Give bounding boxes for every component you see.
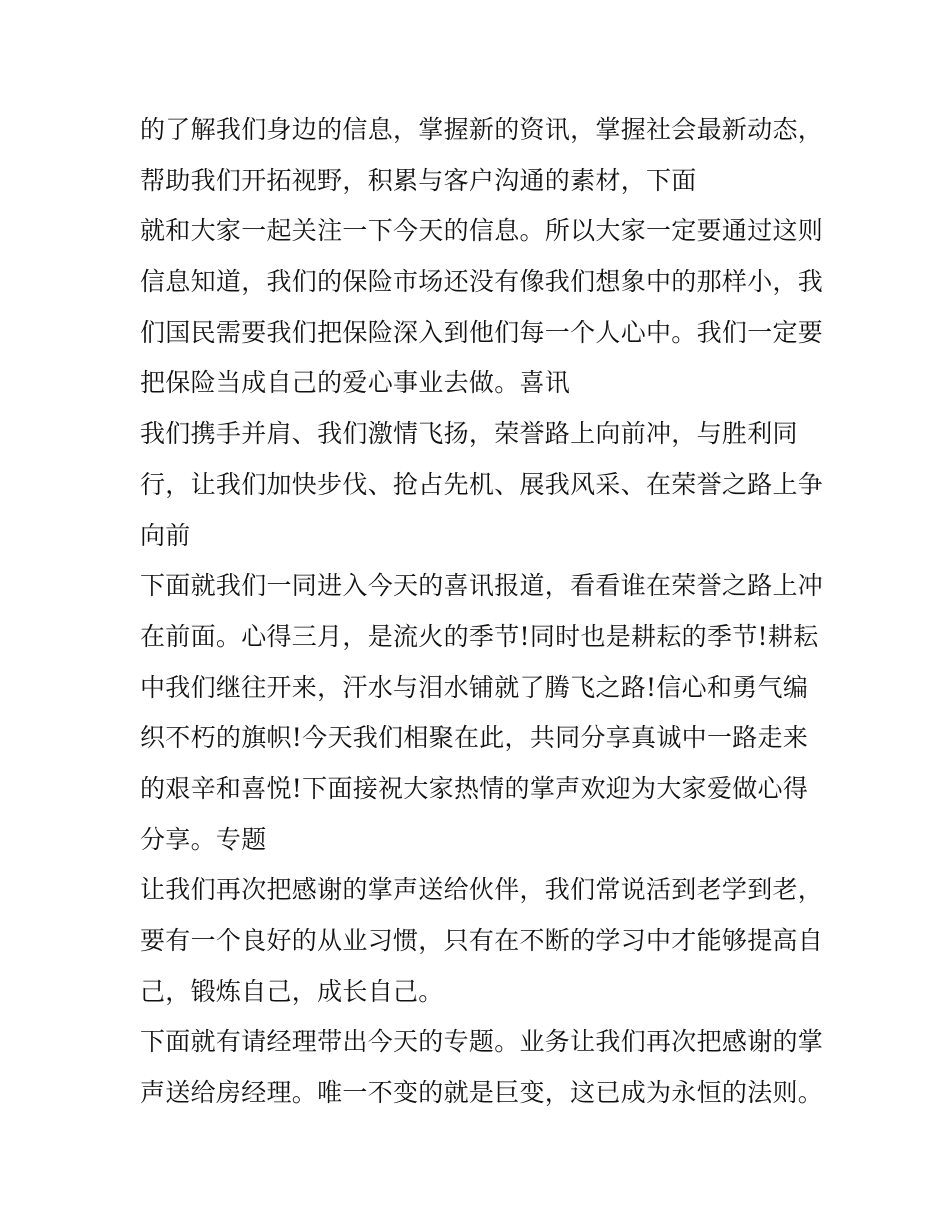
text-line: 的艰辛和喜悦!下面接祝大家热情的掌声欢迎为大家爱做心得 <box>140 773 809 803</box>
text-line: 把保险当成自己的爱心事业去做。喜讯 <box>140 368 571 398</box>
text-line: 我们携手并肩、我们激情飞扬，荣誉路上向前冲，与胜利同 <box>140 419 798 449</box>
text-line: 中我们继往开来，汗水与泪水铺就了腾飞之路!信心和勇气编 <box>140 672 809 702</box>
text-line: 向前 <box>140 520 191 550</box>
text-line: 要有一个良好的从业习惯，只有在不断的学习中才能够提高自 <box>140 926 824 955</box>
text-line: 己，锻炼自己，成长自己。 <box>140 976 444 1006</box>
text-line: 织不朽的旗帜!今天我们相聚在此，共同分享真诚中一路走来 <box>140 723 809 753</box>
text-line: 就和大家一起关注一下今天的信息。所以大家一定要通过这则 <box>140 216 824 246</box>
text-line: 行，让我们加快步伐、抢占先机、展我风采、在荣誉之路上争 <box>140 469 824 499</box>
text-line: 帮助我们开拓视野，积累与客户沟通的素材，下面 <box>140 165 697 195</box>
text-line: 们国民需要我们把保险深入到他们每一个人心中。我们一定要 <box>140 317 824 347</box>
text-line: 下面就有请经理带出今天的专题。业务让我们再次把感谢的掌 <box>140 1027 824 1057</box>
text-line: 在前面。心得三月，是流火的季节!同时也是耕耘的季节!耕耘 <box>140 621 819 651</box>
text-line: 让我们再次把感谢的掌声送给伙伴，我们常说活到老学到老， <box>140 875 824 905</box>
document-body <box>140 105 824 1119</box>
text-line: 信息知道，我们的保险市场还没有像我们想象中的那样小，我 <box>140 267 824 297</box>
text-line: 下面就我们一同进入今天的喜讯报道，看看谁在荣誉之路上冲 <box>140 571 824 601</box>
text-line: 声送给房经理。唯一不变的就是巨变，这已成为永恒的法则。 <box>140 1078 824 1108</box>
text-line: 分享。专题 <box>140 824 267 854</box>
text-line: 的了解我们身边的信息，掌握新的资讯，掌握社会最新动态， <box>140 115 824 144</box>
